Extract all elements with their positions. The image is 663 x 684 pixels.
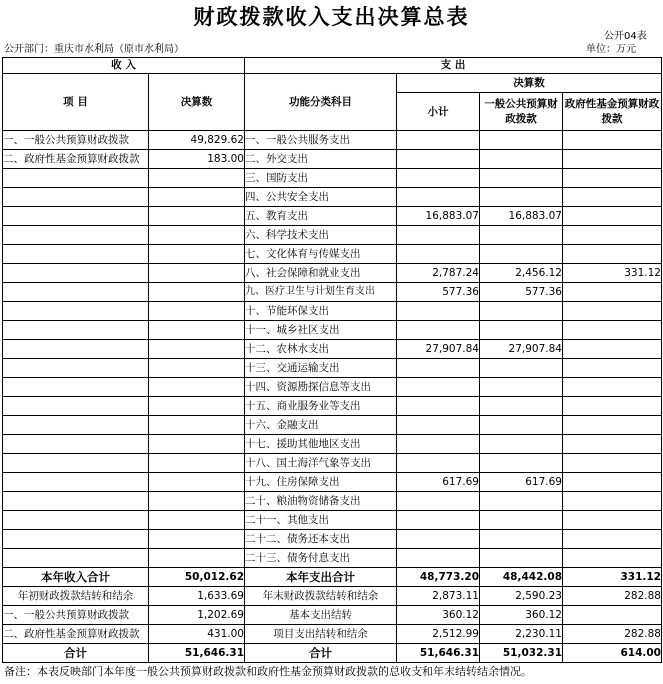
gov-fund-cell	[563, 169, 662, 188]
general-budget-cell	[480, 150, 563, 169]
expense-item-cell: 十八、国土海洋气象等支出	[245, 454, 397, 473]
summary-income-label: 本年收入合计	[3, 568, 149, 587]
gov-fund-cell	[563, 226, 662, 245]
expense-header: 支 出	[245, 58, 662, 74]
subtotal-cell	[397, 169, 480, 188]
summary-gov-fund: 282.88	[563, 587, 662, 606]
income-item-cell	[3, 302, 149, 321]
income-value-cell	[149, 530, 245, 549]
table-row	[3, 321, 662, 340]
general-budget-cell	[480, 226, 563, 245]
general-budget-cell	[480, 188, 563, 207]
general-budget-cell	[480, 245, 563, 264]
subtotal-cell	[397, 150, 480, 169]
subtotal-cell: 617.69	[397, 473, 480, 492]
income-item-cell	[3, 378, 149, 397]
gov-fund-cell	[563, 397, 662, 416]
gov-fund-cell: 331.12	[563, 264, 662, 283]
income-value-cell	[149, 511, 245, 530]
general-budget-cell: 16,883.07	[480, 207, 563, 226]
income-item-cell	[3, 207, 149, 226]
income-value-cell	[149, 321, 245, 340]
expense-item-cell: 十五、商业服务业等支出	[245, 397, 397, 416]
unit-label: 单位：万元	[586, 44, 636, 55]
income-item-cell	[3, 283, 149, 302]
gov-fund-cell	[563, 454, 662, 473]
income-item-cell	[3, 530, 149, 549]
income-item-cell	[3, 359, 149, 378]
gov-fund-cell	[563, 416, 662, 435]
report-title: 财政拨款收入支出决算总表	[193, 4, 470, 29]
general-budget-cell: 577.36	[480, 283, 563, 302]
income-value-cell: 49,829.62	[149, 131, 245, 150]
general-budget-cell: 2,456.12	[480, 264, 563, 283]
table-row	[3, 378, 662, 397]
income-item-cell	[3, 245, 149, 264]
table-row	[3, 492, 662, 511]
summary-general-budget: 2,230.11	[480, 625, 563, 644]
table-row	[3, 473, 662, 492]
table-row	[3, 397, 662, 416]
summary-row	[3, 644, 662, 663]
expense-item-cell: 一、一般公共服务支出	[245, 131, 397, 150]
subtotal-cell	[397, 245, 480, 264]
table-row	[3, 359, 662, 378]
summary-gov-fund: 614.00	[563, 644, 662, 663]
income-value-cell	[149, 378, 245, 397]
expense-item-cell: 九、医疗卫生与计划生育支出	[245, 283, 397, 302]
function-item-header: 功能分类科目	[245, 74, 397, 131]
summary-income-value: 1,202.69	[149, 606, 245, 625]
summary-income-label: 一、一般公共预算财政拨款	[3, 606, 149, 625]
table-row	[3, 416, 662, 435]
subtotal-cell	[397, 454, 480, 473]
income-value-cell	[149, 435, 245, 454]
gov-fund-cell	[563, 283, 662, 302]
gov-fund-cell	[563, 359, 662, 378]
subtotal-cell	[397, 359, 480, 378]
subtotal-header: 小计	[397, 93, 480, 131]
summary-row	[3, 587, 662, 606]
income-item-cell	[3, 169, 149, 188]
general-budget-header: 一般公共预算财政拨款	[480, 93, 563, 131]
table-row	[3, 549, 662, 568]
department-label: 公开部门：重庆市水利局（原市水利局）	[4, 44, 184, 55]
subtotal-cell: 577.36	[397, 283, 480, 302]
expense-item-cell: 二十三、债务付息支出	[245, 549, 397, 568]
income-value-cell	[149, 207, 245, 226]
general-budget-cell	[480, 530, 563, 549]
expense-item-cell: 四、公共安全支出	[245, 188, 397, 207]
income-item-cell	[3, 416, 149, 435]
income-value-cell	[149, 245, 245, 264]
summary-row	[3, 625, 662, 644]
income-item-cell	[3, 226, 149, 245]
income-item-cell	[3, 473, 149, 492]
gov-fund-cell	[563, 492, 662, 511]
summary-income-value: 431.00	[149, 625, 245, 644]
gov-fund-cell	[563, 473, 662, 492]
gov-fund-cell	[563, 150, 662, 169]
budget-summary-table	[2, 57, 662, 663]
subtotal-cell	[397, 435, 480, 454]
expense-item-cell: 十六、金融支出	[245, 416, 397, 435]
table-row	[3, 302, 662, 321]
income-item-cell	[3, 454, 149, 473]
expense-item-cell: 五、教育支出	[245, 207, 397, 226]
gov-fund-cell	[563, 131, 662, 150]
expense-item-cell: 六、科学技术支出	[245, 226, 397, 245]
income-value-cell	[149, 264, 245, 283]
income-value-cell	[149, 188, 245, 207]
income-value-cell: 183.00	[149, 150, 245, 169]
income-value-cell	[149, 397, 245, 416]
table-row	[3, 169, 662, 188]
subtotal-cell	[397, 397, 480, 416]
subtotal-cell	[397, 416, 480, 435]
subtotal-cell	[397, 530, 480, 549]
general-budget-cell	[480, 302, 563, 321]
summary-row	[3, 568, 662, 587]
general-budget-cell: 27,907.84	[480, 340, 563, 359]
table-row	[3, 131, 662, 150]
table-row	[3, 340, 662, 359]
table-row	[3, 207, 662, 226]
table-row	[3, 245, 662, 264]
subtotal-cell	[397, 321, 480, 340]
table-row	[3, 150, 662, 169]
table-row	[3, 530, 662, 549]
gov-fund-cell	[563, 321, 662, 340]
table-row	[3, 511, 662, 530]
summary-income-label: 年初财政拨款结转和结余	[3, 587, 149, 606]
income-item-cell: 一、一般公共预算财政拨款	[3, 131, 149, 150]
income-item-cell	[3, 549, 149, 568]
summary-gov-fund	[563, 606, 662, 625]
gov-fund-cell	[563, 378, 662, 397]
income-value-cell	[149, 549, 245, 568]
summary-gov-fund: 282.88	[563, 625, 662, 644]
income-item-cell	[3, 188, 149, 207]
income-item-cell	[3, 397, 149, 416]
gov-fund-cell	[563, 340, 662, 359]
income-item-cell: 二、政府性基金预算财政拨款	[3, 150, 149, 169]
gov-fund-cell	[563, 188, 662, 207]
expense-item-cell: 十、节能环保支出	[245, 302, 397, 321]
income-item-cell	[3, 511, 149, 530]
general-budget-cell	[480, 549, 563, 568]
expense-item-cell: 十九、住房保障支出	[245, 473, 397, 492]
general-budget-cell	[480, 169, 563, 188]
summary-general-budget: 360.12	[480, 606, 563, 625]
gov-fund-cell	[563, 549, 662, 568]
subtotal-cell	[397, 302, 480, 321]
summary-income-value: 51,646.31	[149, 644, 245, 663]
income-item-cell	[3, 435, 149, 454]
gov-fund-cell	[563, 207, 662, 226]
expense-item-cell: 二十二、债务还本支出	[245, 530, 397, 549]
summary-income-value: 50,012.62	[149, 568, 245, 587]
form-code: 公开04表	[604, 31, 647, 42]
item-header: 项 目	[3, 74, 149, 131]
expense-item-cell: 十一、城乡社区支出	[245, 321, 397, 340]
table-row	[3, 188, 662, 207]
subtotal-cell	[397, 188, 480, 207]
general-budget-cell	[480, 416, 563, 435]
summary-general-budget: 51,032.31	[480, 644, 563, 663]
income-value-cell	[149, 283, 245, 302]
subtotal-cell: 2,787.24	[397, 264, 480, 283]
income-header: 收 入	[3, 58, 245, 74]
summary-row	[3, 606, 662, 625]
income-value-cell	[149, 340, 245, 359]
summary-expense-label: 年末财政拨款结转和结余	[245, 587, 397, 606]
table-row	[3, 226, 662, 245]
table-row	[3, 264, 662, 283]
subtotal-cell	[397, 378, 480, 397]
gov-fund-cell	[563, 530, 662, 549]
expense-item-cell: 二十一、其他支出	[245, 511, 397, 530]
general-budget-cell	[480, 359, 563, 378]
income-value-cell	[149, 473, 245, 492]
summary-gov-fund: 331.12	[563, 568, 662, 587]
gov-fund-header: 政府性基金预算财政拨款	[563, 93, 662, 131]
summary-income-value: 1,633.69	[149, 587, 245, 606]
income-value-cell	[149, 302, 245, 321]
income-value-cell	[149, 169, 245, 188]
expense-item-cell: 八、社会保障和就业支出	[245, 264, 397, 283]
subtotal-cell	[397, 131, 480, 150]
income-item-cell	[3, 492, 149, 511]
subtotal-cell	[397, 549, 480, 568]
summary-general-budget: 2,590.23	[480, 587, 563, 606]
expense-item-cell: 二、外交支出	[245, 150, 397, 169]
summary-expense-label: 项目支出结转和结余	[245, 625, 397, 644]
general-budget-cell	[480, 511, 563, 530]
subtotal-cell	[397, 492, 480, 511]
expense-item-cell: 二十、粮油物资储备支出	[245, 492, 397, 511]
expense-item-cell: 三、国防支出	[245, 169, 397, 188]
table-row	[3, 435, 662, 454]
summary-subtotal: 2,512.99	[397, 625, 480, 644]
income-item-cell	[3, 321, 149, 340]
subtotal-cell: 16,883.07	[397, 207, 480, 226]
gov-fund-cell	[563, 302, 662, 321]
general-budget-cell	[480, 435, 563, 454]
summary-income-label: 合计	[3, 644, 149, 663]
income-value-cell	[149, 492, 245, 511]
general-budget-cell	[480, 378, 563, 397]
expense-item-cell: 七、文化体育与传媒支出	[245, 245, 397, 264]
income-item-cell	[3, 340, 149, 359]
subtotal-cell	[397, 511, 480, 530]
general-budget-cell	[480, 321, 563, 340]
income-item-cell	[3, 264, 149, 283]
expense-item-cell: 十四、资源勘探信息等支出	[245, 378, 397, 397]
general-budget-cell: 617.69	[480, 473, 563, 492]
income-value-cell	[149, 359, 245, 378]
final-amount-header: 决算数	[149, 74, 245, 131]
table-row	[3, 454, 662, 473]
gov-fund-cell	[563, 435, 662, 454]
summary-expense-label: 合计	[245, 644, 397, 663]
gov-fund-cell	[563, 245, 662, 264]
summary-general-budget: 48,442.08	[480, 568, 563, 587]
expense-item-cell: 十三、交通运输支出	[245, 359, 397, 378]
gov-fund-cell	[563, 511, 662, 530]
general-budget-cell	[480, 492, 563, 511]
subtotal-cell: 27,907.84	[397, 340, 480, 359]
subtotal-cell	[397, 226, 480, 245]
summary-expense-label: 基本支出结转	[245, 606, 397, 625]
final-amount-group-header: 决算数	[397, 74, 662, 93]
income-value-cell	[149, 454, 245, 473]
general-budget-cell	[480, 131, 563, 150]
summary-subtotal: 51,646.31	[397, 644, 480, 663]
footnote: 备注：本表反映部门本年度一般公共预算财政拨款和政府性基金预算财政拨款的总收支和年末结转结余情况。	[4, 665, 532, 678]
income-value-cell	[149, 416, 245, 435]
expense-item-cell: 十二、农林水支出	[245, 340, 397, 359]
expense-item-cell: 十七、援助其他地区支出	[245, 435, 397, 454]
income-value-cell	[149, 226, 245, 245]
summary-expense-label: 本年支出合计	[245, 568, 397, 587]
summary-subtotal: 48,773.20	[397, 568, 480, 587]
table-row	[3, 283, 662, 302]
general-budget-cell	[480, 397, 563, 416]
general-budget-cell	[480, 454, 563, 473]
summary-subtotal: 2,873.11	[397, 587, 480, 606]
summary-subtotal: 360.12	[397, 606, 480, 625]
summary-income-label: 二、政府性基金预算财政拨款	[3, 625, 149, 644]
